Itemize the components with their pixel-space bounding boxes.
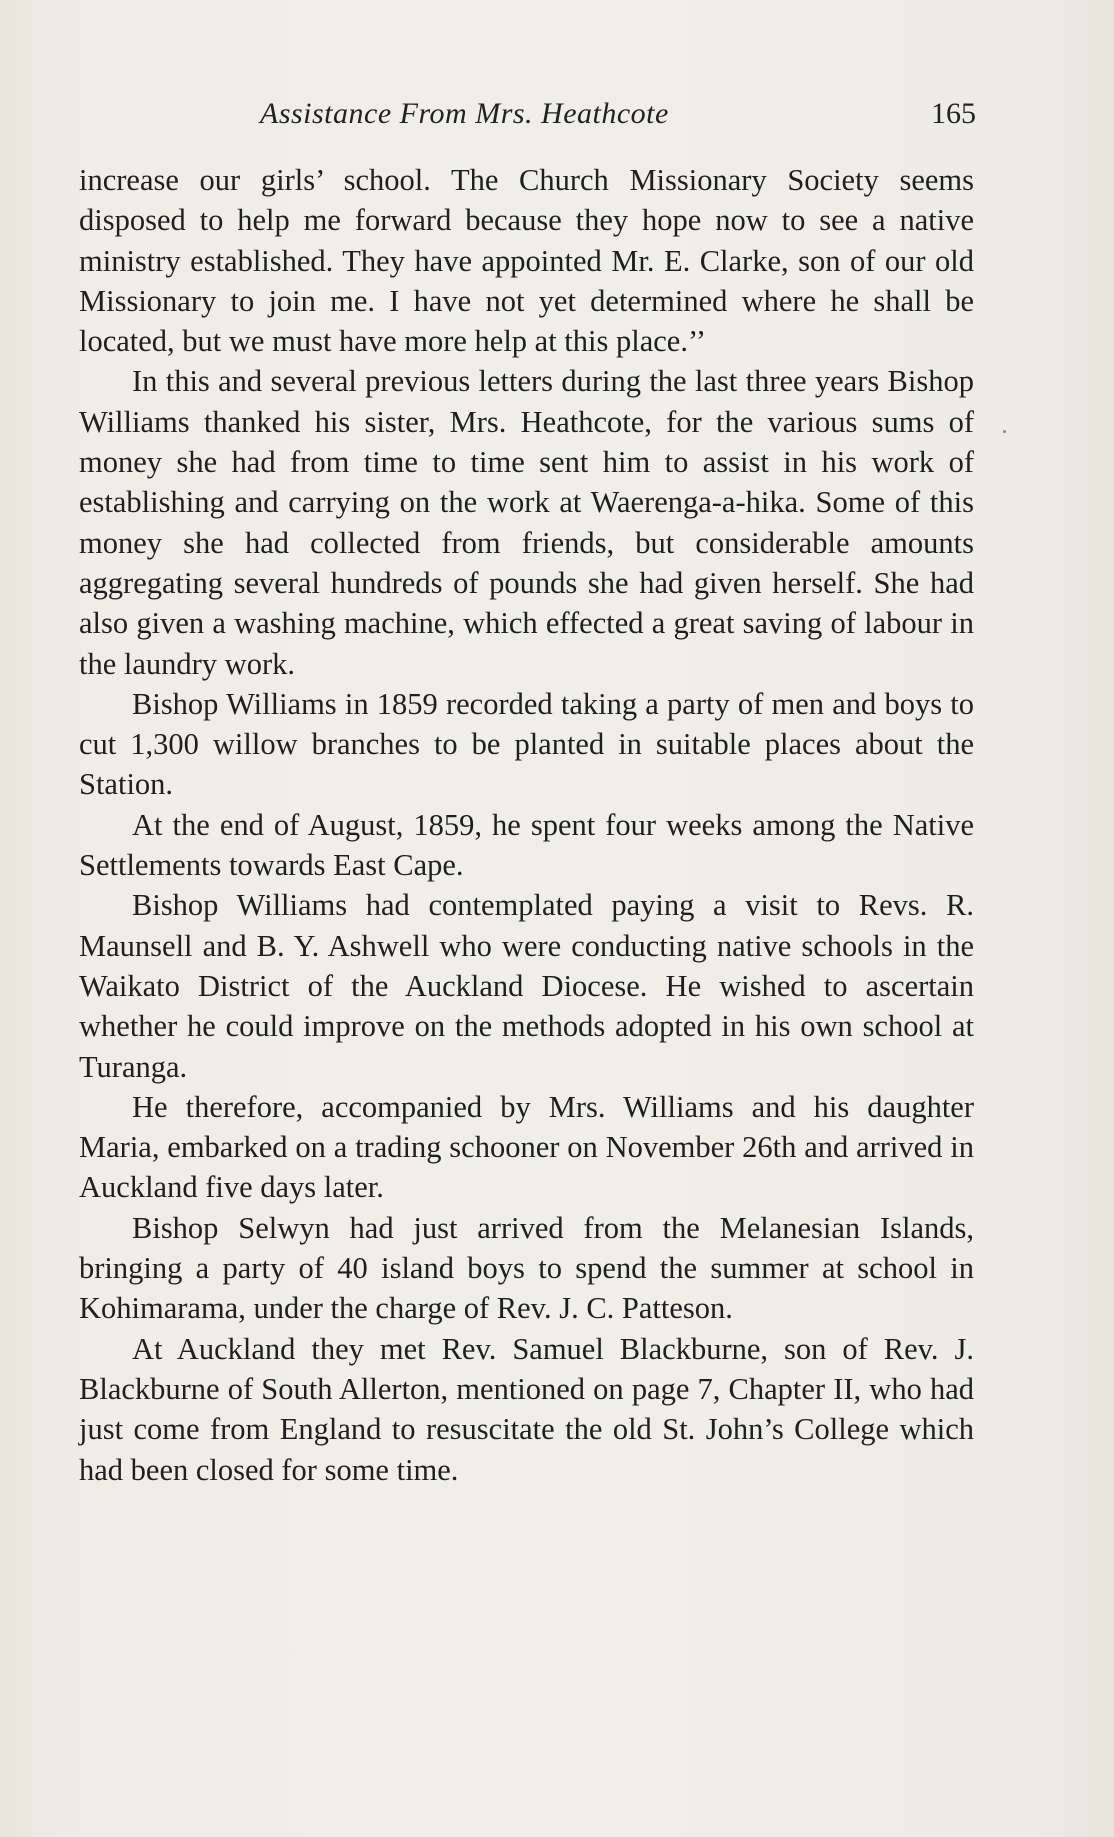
paragraph: Bishop Selwyn had just arrived from the Melanesian Islands, bringing a party of 40 island boys to spend the summer at school in Kohimarama, under the charge of Rev. J. C. Patteson. (79, 1210, 974, 1326)
page-number: 165 (931, 97, 976, 130)
paper-speck (1003, 430, 1006, 433)
paragraph: At the end of August, 1859, he spent four weeks among the Native Settlements towards East Cape. (79, 807, 974, 883)
paragraph: Bishop Williams in 1859 recorded taking a party of men and boys to cut 1,300 willow branches to be planted in suitable places about the Station. (79, 686, 974, 802)
running-title: Assistance From Mrs. Heathcote (260, 97, 669, 130)
paragraph: At Auckland they met Rev. Samuel Blackburne, son of Rev. J. Blackburne of South Allerton, mentioned on page 7, Chapter II, who had just come from England to resuscitate the old St. John’s College which had been closed for some time. (79, 1331, 974, 1487)
running-head (80, 97, 976, 137)
paragraph-continued: increase our girls’ school. The Church Missionary Society seems disposed to help me forward because they hope now to see a native ministry established. They have appointed Mr. E. Clarke, son of our old Missionary to join me. I have not yet determined where he shall be located, but we must have more help at this place.’’ (79, 163, 974, 359)
body-text (79, 160, 974, 1490)
paragraph: He therefore, accompanied by Mrs. Williams and his daughter Maria, embarked on a trading schooner on November 26th and arrived in Auckland five days later. (79, 1089, 974, 1205)
paragraph: Bishop Williams had contemplated paying a visit to Revs. R. Maunsell and B. Y. Ashwell who were conducting native schools in the Waikato District of the Auckland Diocese. He wished to ascertain whether he could improve on the methods adopted in his own school at Turanga. (79, 888, 974, 1084)
paragraph: In this and several previous letters during the last three years Bishop Williams thanked his sister, Mrs. Heathcote, for the various sums of money she had from time to time sent him to assist in his work of establishing and carrying on the work at Waerenga-a-hika. Some of this money she had collected from friends, but considerable amounts aggregating several hundreds of pounds she had given herself. She had also given a washing machine, which effected a great saving of labour in the laundry work. (79, 364, 974, 681)
